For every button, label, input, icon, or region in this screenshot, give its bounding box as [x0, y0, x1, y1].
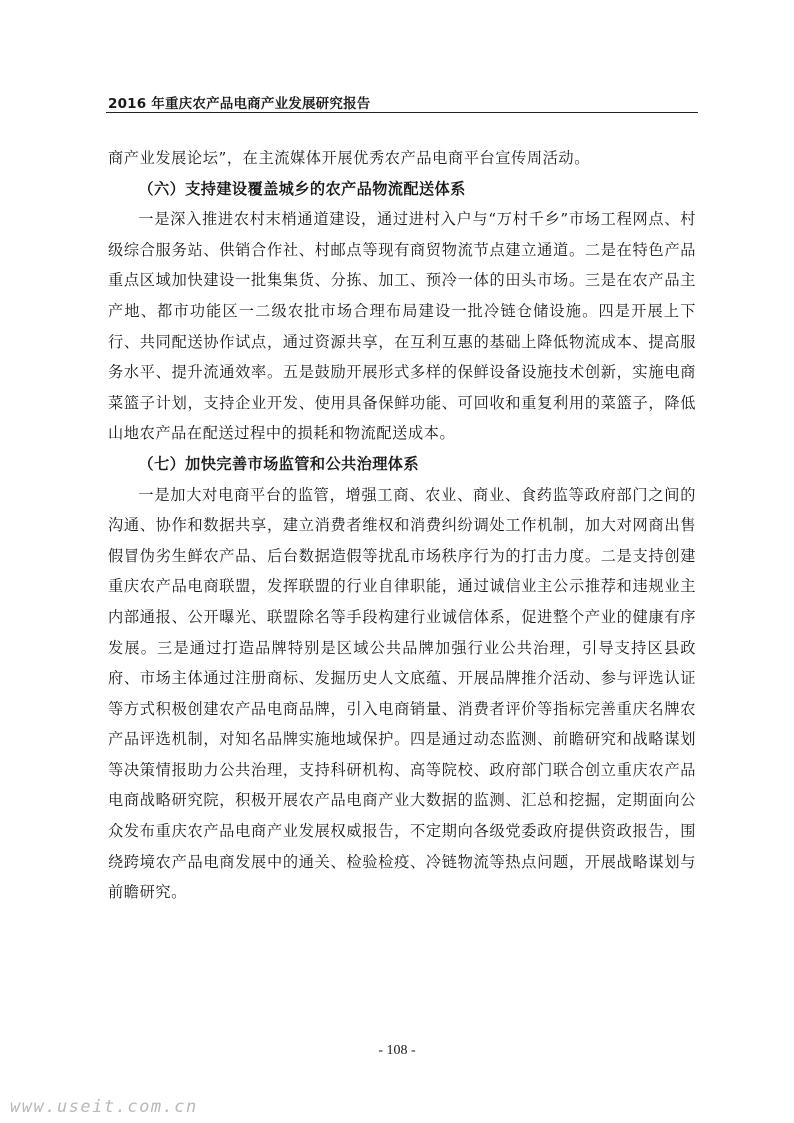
paragraph-continuation: 商产业发展论坛”，在主流媒体开展优秀农产品电商平台宣传周活动。 — [108, 149, 590, 167]
running-header: 2016 年重庆农产品电商产业发展研究报告 — [108, 96, 371, 112]
watermark: www.useit.com.cn — [10, 1097, 198, 1117]
section-heading-6: （六）支持建设覆盖城乡的农产品物流配送体系 — [138, 179, 466, 198]
section-7-paragraph: 一是加大对电商平台的监管，增强工商、农业、商业、食药监等政府部门之间的沟通、协作和数据共享，建立消费者维权和消费纠纷调处工作机制，加大对网商出售假冒伪劣生鲜农产品、后台数据造假等扰乱市场秩序行为的打击力度。二是支持创建重庆农产品电商联盟，发挥联盟的行业自律职能，通过诚信业主公示推荐和违规业主内部通报、公开曝光、联盟除名等手段构建行业诚信体系，促进整个产业的健康有序发展。三是通过打造品牌特别是区域公共品牌加强行业公共治理，引导支持区县政府、市场主体通过注册商标、发掘历史人文底蕴、开展品牌推介活动、参与评选认证等方式积极创建农产品电商品牌，引入电商销量、消费者评价等指标完善重庆名牌农产品评选机制，对知名品牌实施地域保护。四是通过动态监测、前瞻研究和战略谋划等决策情报助力公共治理，支持科研机构、高等院校、政府部门联合创立重庆农产品电商战略研究院，积极开展农产品电商产业大数据的监测、汇总和挖掘，定期面向公众发布重庆农产品电商产业发展权威报告，不定期向各级党委政府提供资政报告，围绕跨境农产品电商发展中的通关、检验检疫、冷链物流等热点问题，开展战略谋划与前瞻研究。 — [108, 485, 696, 902]
header-rule — [106, 112, 698, 113]
page-number: - 108 - — [378, 1043, 416, 1058]
section-heading-7: （七）加快完善市场监管和公共治理体系 — [138, 454, 419, 473]
document-body — [108, 143, 696, 908]
section-6-paragraph: 一是深入推进农村末梢通道建设，通过进村入户与“万村千乡”市场工程网点、村级综合服务站、供销合作社、村邮点等现有商贸物流节点建立通道。二是在特色产品重点区域加快建设一批集集货、分拣、加工、预冷一体的田头市场。三是在农产品主产地、都市功能区一二级农批市场合理布局建设一批冷链仓储设施。四是开展上下行、共同配送协作试点，通过资源共享，在互利互惠的基础上降低物流成本、提高服务水平、提升流通效率。五是鼓励开展形式多样的保鲜设备设施技术创新，实施电商菜篮子计划，支持企业开发、使用具备保鲜功能、可回收和重复利用的菜篮子，降低山地农产品在配送过程中的损耗和物流配送成本。 — [108, 210, 696, 443]
